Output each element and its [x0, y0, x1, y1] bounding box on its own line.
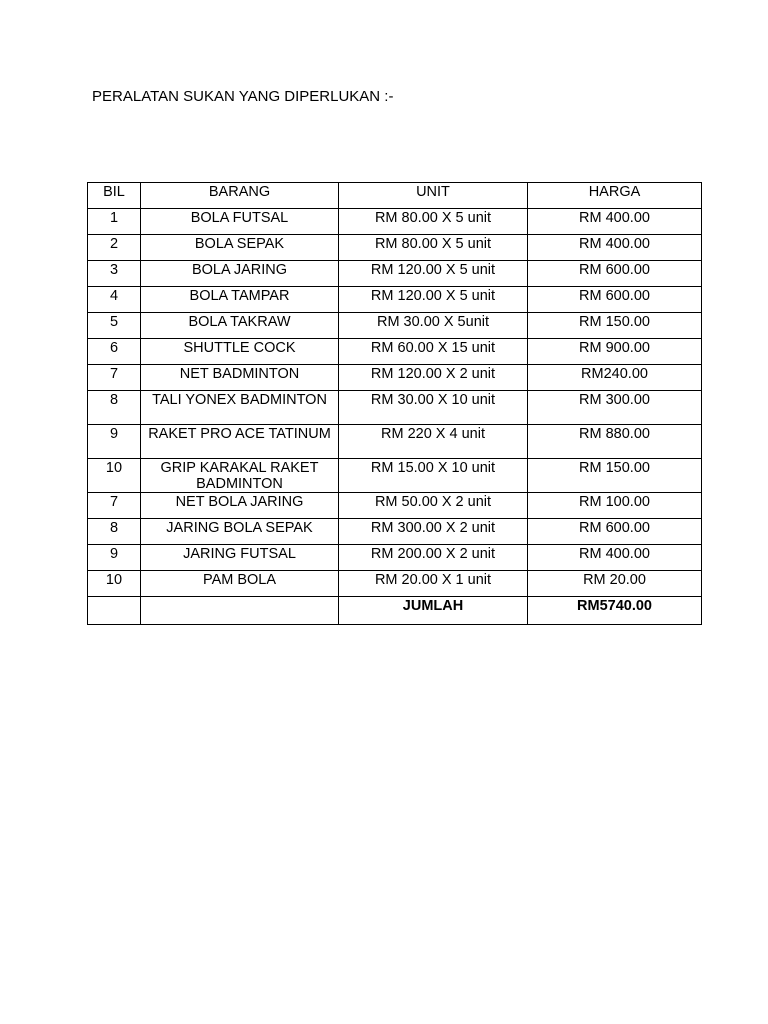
- table-row: [88, 235, 702, 261]
- cell-harga: RM 900.00: [528, 339, 702, 365]
- total-label: JUMLAH: [339, 597, 528, 625]
- cell-harga: RM 400.00: [528, 545, 702, 571]
- cell-barang: TALI YONEX BADMINTON: [141, 391, 339, 425]
- cell-unit: RM 300.00 X 2 unit: [339, 519, 528, 545]
- cell-barang: JARING BOLA SEPAK: [141, 519, 339, 545]
- cell-barang: GRIP KARAKAL RAKET BADMINTON: [141, 459, 339, 493]
- cell-barang: BOLA SEPAK: [141, 235, 339, 261]
- cell-unit: RM 120.00 X 5 unit: [339, 261, 528, 287]
- cell-unit: RM 80.00 X 5 unit: [339, 209, 528, 235]
- cell-barang: BOLA TAMPAR: [141, 287, 339, 313]
- cell-barang: NET BOLA JARING: [141, 493, 339, 519]
- cell-unit: RM 60.00 X 15 unit: [339, 339, 528, 365]
- cell-harga: RM 300.00: [528, 391, 702, 425]
- cell-unit: RM 120.00 X 2 unit: [339, 365, 528, 391]
- cell-harga: RM 600.00: [528, 287, 702, 313]
- header-bil: BIL: [88, 183, 141, 209]
- equipment-table: [87, 182, 702, 625]
- table-row: [88, 425, 702, 459]
- header-barang: BARANG: [141, 183, 339, 209]
- table-row: [88, 339, 702, 365]
- cell-unit: RM 30.00 X 5unit: [339, 313, 528, 339]
- cell-empty: [141, 597, 339, 625]
- cell-harga: RM 100.00: [528, 493, 702, 519]
- cell-bil: 7: [88, 365, 141, 391]
- table-row: [88, 519, 702, 545]
- cell-harga: RM 400.00: [528, 235, 702, 261]
- cell-bil: 8: [88, 519, 141, 545]
- table-row: [88, 365, 702, 391]
- cell-barang: RAKET PRO ACE TATINUM: [141, 425, 339, 459]
- cell-empty: [88, 597, 141, 625]
- cell-unit: RM 120.00 X 5 unit: [339, 287, 528, 313]
- cell-harga: RM 600.00: [528, 261, 702, 287]
- cell-bil: 8: [88, 391, 141, 425]
- table-row: [88, 459, 702, 493]
- cell-barang: SHUTTLE COCK: [141, 339, 339, 365]
- cell-harga: RM 880.00: [528, 425, 702, 459]
- cell-barang: JARING FUTSAL: [141, 545, 339, 571]
- cell-harga: RM 600.00: [528, 519, 702, 545]
- cell-bil: 10: [88, 459, 141, 493]
- table-row: [88, 209, 702, 235]
- cell-bil: 9: [88, 545, 141, 571]
- header-harga: HARGA: [528, 183, 702, 209]
- cell-unit: RM 30.00 X 10 unit: [339, 391, 528, 425]
- table-row: [88, 571, 702, 597]
- table-row: [88, 287, 702, 313]
- cell-bil: 2: [88, 235, 141, 261]
- cell-harga: RM 400.00: [528, 209, 702, 235]
- cell-bil: 3: [88, 261, 141, 287]
- cell-bil: 4: [88, 287, 141, 313]
- cell-unit: RM 220 X 4 unit: [339, 425, 528, 459]
- cell-bil: 6: [88, 339, 141, 365]
- cell-harga: RM 20.00: [528, 571, 702, 597]
- cell-unit: RM 15.00 X 10 unit: [339, 459, 528, 493]
- cell-barang: PAM BOLA: [141, 571, 339, 597]
- cell-barang: BOLA TAKRAW: [141, 313, 339, 339]
- table-row: [88, 493, 702, 519]
- cell-unit: RM 80.00 X 5 unit: [339, 235, 528, 261]
- cell-bil: 9: [88, 425, 141, 459]
- table-header-row: [88, 183, 702, 209]
- cell-bil: 10: [88, 571, 141, 597]
- table-row: [88, 261, 702, 287]
- cell-unit: RM 20.00 X 1 unit: [339, 571, 528, 597]
- cell-harga: RM 150.00: [528, 313, 702, 339]
- cell-barang: NET BADMINTON: [141, 365, 339, 391]
- cell-unit: RM 50.00 X 2 unit: [339, 493, 528, 519]
- table-row: [88, 313, 702, 339]
- total-value: RM5740.00: [528, 597, 702, 625]
- cell-harga: RM240.00: [528, 365, 702, 391]
- cell-barang: BOLA JARING: [141, 261, 339, 287]
- cell-bil: 1: [88, 209, 141, 235]
- header-unit: UNIT: [339, 183, 528, 209]
- table-row: [88, 545, 702, 571]
- cell-bil: 5: [88, 313, 141, 339]
- table-row: [88, 391, 702, 425]
- cell-harga: RM 150.00: [528, 459, 702, 493]
- cell-bil: 7: [88, 493, 141, 519]
- total-row: [88, 597, 702, 625]
- cell-barang: BOLA FUTSAL: [141, 209, 339, 235]
- page-heading: PERALATAN SUKAN YANG DIPERLUKAN :-: [92, 88, 394, 105]
- cell-unit: RM 200.00 X 2 unit: [339, 545, 528, 571]
